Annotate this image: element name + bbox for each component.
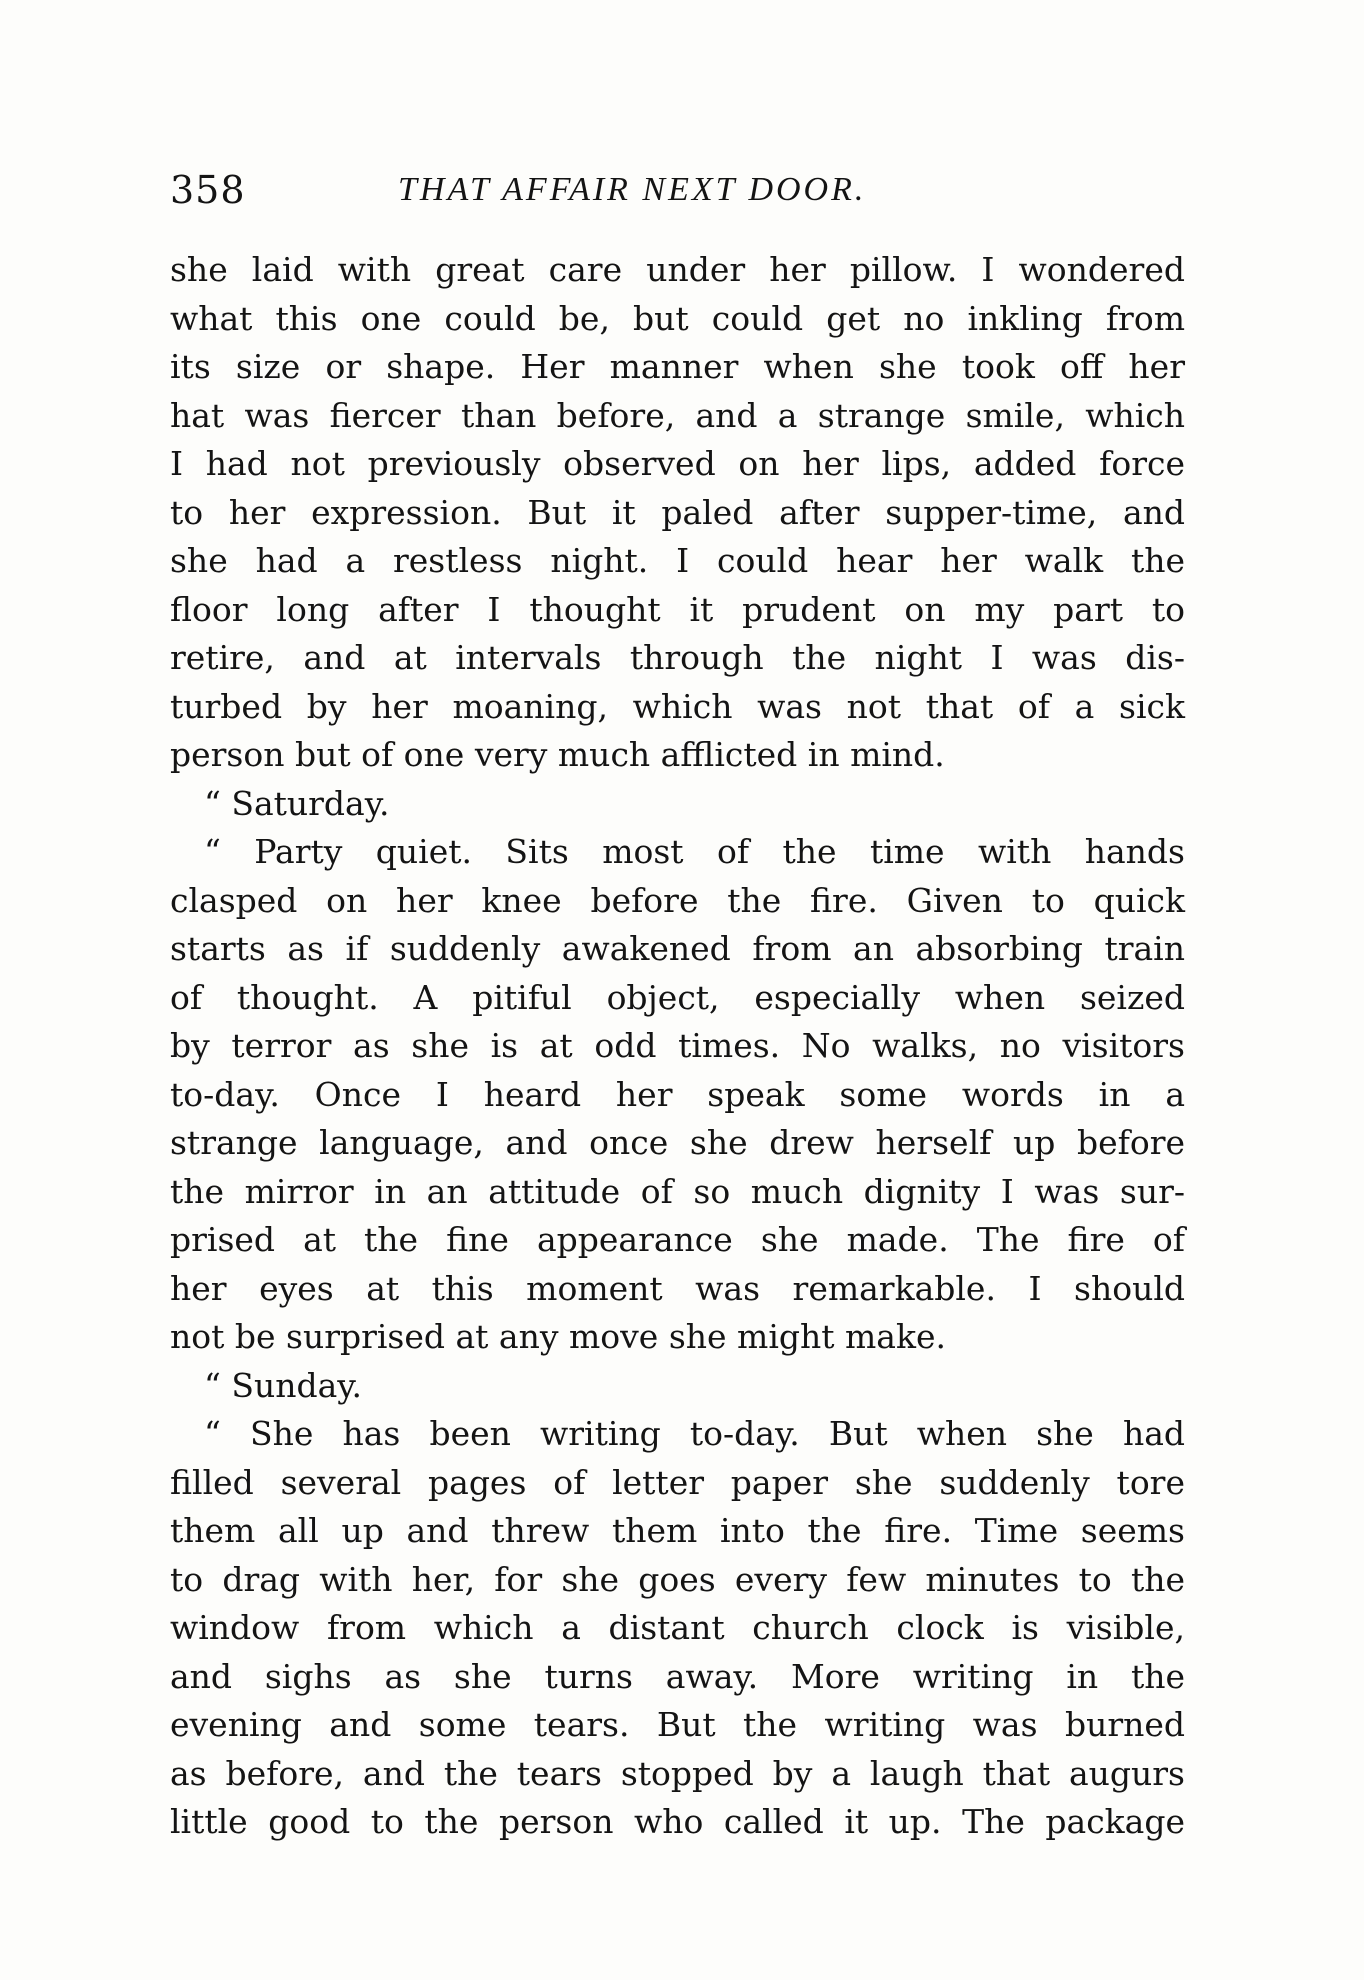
text-line: she had a restless night. I could hear her walk the [170,541,1185,580]
text-line: to drag with her, for she goes every few minutes to the [170,1559,1185,1599]
running-title: THAT AFFAIR NEXT DOOR. [398,171,867,208]
text-line: what this one could be, but could get no inkling from [170,298,1185,338]
text-line: as before, and the tears stopped by a laugh that augurs [170,1753,1185,1793]
text-line: she laid with great care under her pillow. I wondered [170,250,1185,289]
page-number: 358 [170,168,246,212]
text-line: I had not previously observed on her lips, added force [170,444,1185,483]
text-line: them all up and threw them into the fire. Time seems [170,1511,1185,1550]
text-line: the mirror in an attitude of so much dignity I was sur- [170,1171,1185,1211]
body-text [170,246,1185,1847]
text-line: floor long after I thought it prudent on my part to [170,589,1185,629]
text-line: hat was fiercer than before, and a strange smile, which [170,395,1185,435]
text-line: retire, and at intervals through the night I was dis- [170,638,1185,677]
text-line: to her expression. But it paled after supper-time, and [170,492,1185,532]
text-line: “ She has been writing to-day. But when she had [204,1414,1185,1453]
text-line: filled several pages of letter paper she suddenly tore [170,1462,1185,1502]
text-line: its size or shape. Her manner when she took off her [170,347,1185,386]
text-line: her eyes at this moment was remarkable. I should [170,1268,1185,1308]
text-line: of thought. A pitiful object, especially when seized [170,977,1185,1017]
text-line: person but of one very much afflicted in mind. [170,735,945,774]
text-line: by terror as she is at odd times. No walks, no visitors [170,1026,1185,1065]
text-line: turbed by her moaning, which was not that of a sick [170,686,1185,726]
text-line: “ Sunday. [204,1365,363,1405]
text-line: and sighs as she turns away. More writing in the [170,1656,1185,1696]
text-line: “ Party quiet. Sits most of the time with hands [204,832,1185,871]
text-line: window from which a distant church clock is visible, [170,1608,1185,1647]
text-line: to-day. Once I heard her speak some words in a [170,1074,1185,1114]
page-header [170,160,1185,220]
text-line: evening and some tears. But the writing was burned [170,1705,1185,1744]
text-line: prised at the fine appearance she made. The fire of [170,1220,1185,1259]
text-line: starts as if suddenly awakened from an absorbing train [170,929,1185,968]
text-line: “ Saturday. [204,783,390,823]
text-line: clasped on her knee before the fire. Given to quick [170,880,1185,920]
text-line: strange language, and once she drew herself up before [170,1123,1185,1162]
text-line: not be surprised at any move she might make. [170,1317,946,1356]
text-line: little good to the person who called it up. The package [170,1802,1185,1841]
